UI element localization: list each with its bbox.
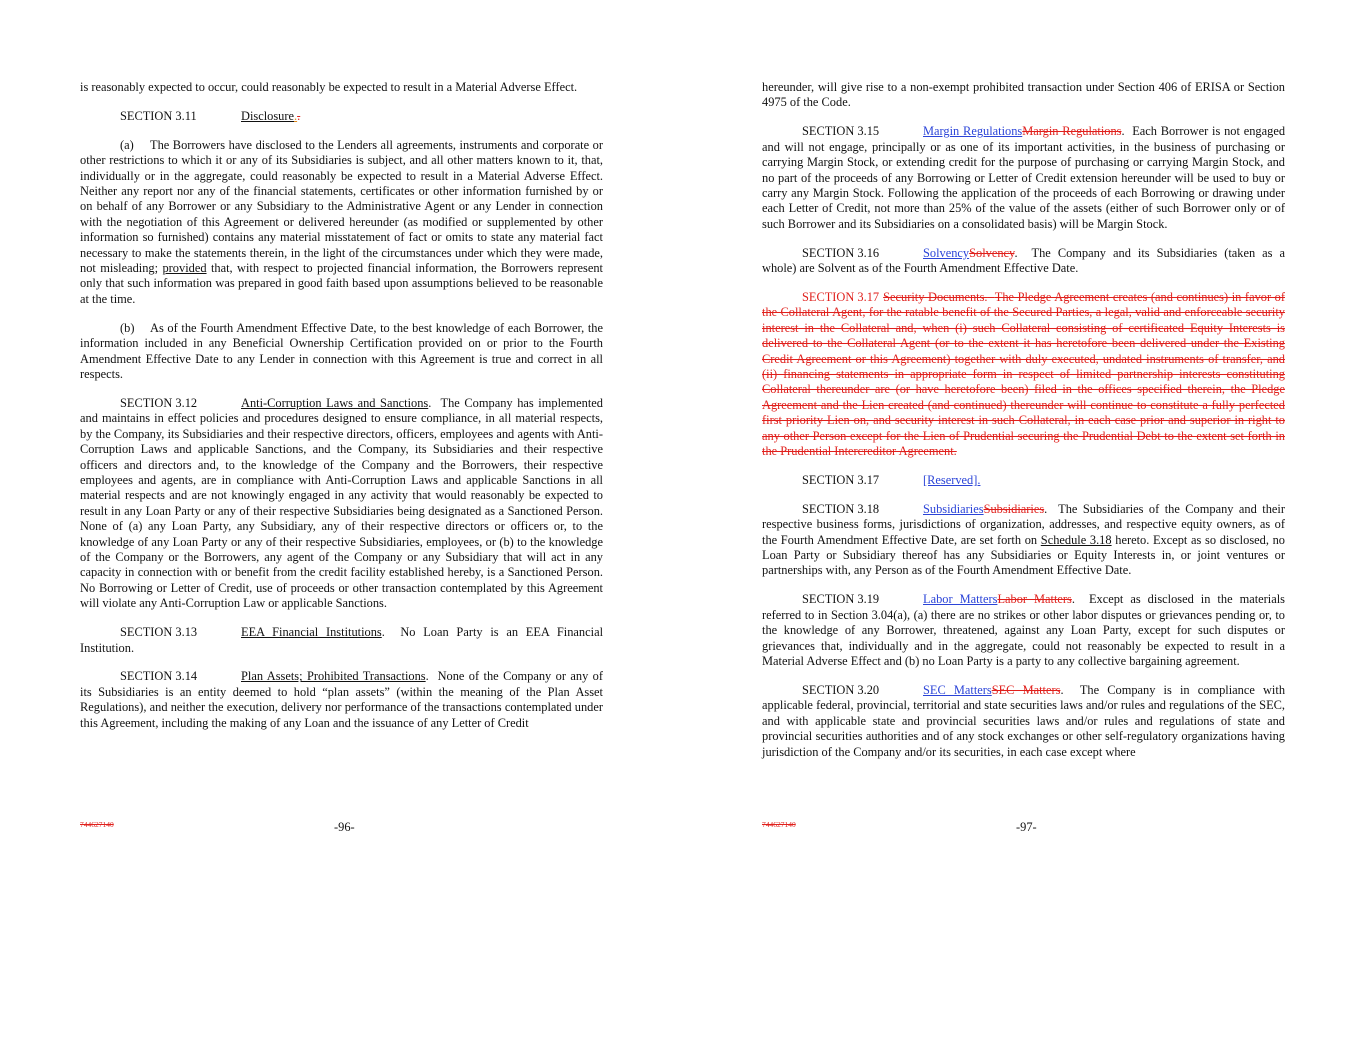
deleted-text: . (297, 108, 301, 123)
section-3-11-a (80, 138, 603, 307)
paragraph-text: The Borrowers have disclosed to the Lenders all agreements, instruments and corporate or other restrictions to which it or any of its Subsidiaries is subject, and all other matters known to it, that, individually or in the aggregate, could reasonably be expected to result in a Material Adverse Effect. Neither any report nor any of the financial statements, certificates or other information furnished by or on behalf of any Borrower or any Subsidiary to the Administrative Agent or any Lender in connection with the negotiation of this Agreement or delivered hereunder (as modified or supplemented by other information so furnished) contains any material misstatement of fact or omits to state any material fact necessary to make the statements therein, in the light of the circumstances under which they were made, not misleading; (80, 137, 603, 276)
section-number: SECTION 3.20 (802, 682, 880, 697)
section-3-15: SECTION 3.15 Margin RegulationsMargin Regulations. Each Borrower is not engaged and will not engage, principally or as one of its important activities, in the business of purchasing or carrying Margin Stock, or extending credit for the purpose of purchasing or carrying Margin Stock, and no part of the proceeds of any Borrowing or Letter of Credit extension hereunder will be used to buy or carry any Margin Stock. Following the application of the proceeds of each Borrowing or drawing under each Letter of Credit, not more than 25% of the value of the assets (either of such Borrower only or of such Borrower and its Subsidiaries on a consolidated basis) will be Margin Stock. (762, 124, 1286, 231)
section-3-19: SECTION 3.19 Labor MattersLabor Matters. Except as disclosed in the materials referred to in Section 3.04(a), (a) there are no strikes or other labor disputes or grievances pending or, to the knowledge of any Borrower, threatened, against any Loan Party, except for such disputes or grievances that, individually and in the aggregate, could not reasonably be expected to result in a Material Adverse Effect and (b) no Loan Party is a party to any collective bargaining agreement. (762, 592, 1285, 668)
section-3-18: SECTION 3.18 SubsidiariesSubsidiaries. The Subsidiaries of the Company and their respective business forms, jurisdictions of organization, addresses, and respective equity owners, as of the Fourth Amendment Effective Date, are set forth on Schedule 3.18 hereto. Except as so disclosed, no Loan Party or Subsidiary thereof has any Subsidiaries or Equity Interests in, or joint ventures or partnerships with, any Person as of the Fourth Amendment Effective Date. (762, 501, 1285, 578)
section-3-14: SECTION 3.14 Plan Assets; Prohibited Transactions. None of the Company or any of its Subsidiaries is an entity deemed to hold “plan assets” (within the meaning of the Plan Asset Regulations), and neither the execution, delivery nor performance of the transactions contemplated under this Agreement, including the making of any Loan and the issuance of any Letter of Credit (80, 669, 604, 730)
section-number: SECTION 3.17 (802, 289, 880, 304)
section-3-17-deleted (762, 290, 1285, 459)
deleted-title: Subsidiaries (983, 501, 1045, 516)
deleted-title: SEC Matters (991, 682, 1061, 697)
paragraph-text: The Company and its Subsidiaries (taken as a whole) are Solvent as of the Fourth Amendment Effective Date. (762, 245, 1285, 276)
section-number: SECTION 3.17 (802, 472, 880, 487)
section-3-20: SECTION 3.20 SEC MattersSEC Matters. The Company is in compliance with applicable federal, provincial, territorial and state securities laws and/or rules and regulations of the SEC, and with applicable state and provincial securities laws and/or rules and regulations of state and provincial securities authorities and of any stock exchanges or other self-regulatory organizations having jurisdiction of the Company and/or its securities, in each case except where (762, 682, 1286, 759)
paragraph-text: Each Borrower is not engaged and will not engage, principally or as one of its important activities, in the business of purchasing or carrying Margin Stock, or extending credit for the purpose of purchasing or carrying Margin Stock, and no part of the proceeds of any Borrowing or Letter of Credit extension hereunder will be used to buy or carry any Margin Stock. Following the application of the proceeds of each Borrowing or drawing under each Letter of Credit, not more than 25% of the value of the assets (either of such Borrower only or of such Borrower and its Subsidiaries on a consolidated basis) will be Margin Stock. (762, 124, 1286, 231)
footer-left (80, 820, 603, 836)
deleted-title: Labor Matters (997, 592, 1072, 607)
sub-label: (a) (120, 137, 134, 152)
section-3-17 (762, 473, 1285, 488)
section-title: Security Documents. (883, 289, 988, 304)
section-3-16: SECTION 3.16 SolvencySolvency. The Company and its Subsidiaries (taken as a whole) are Solvent as of the Fourth Amendment Effective Date. (762, 245, 1285, 276)
section-3-12: SECTION 3.12 Anti-Corruption Laws and Sanctions. The Company has implemented and maintains in effect policies and procedures designed to ensure compliance, in all material respects, by the Company, its Subsidiaries and their respective directors, officers, employees and agents with Anti-Corruption Laws and applicable Sanctions, and the Company, its Subsidiaries and their respective officers and directors and, to the knowledge of the Company and the Borrowers, their respective employees and agents, are in compliance with Anti-Corruption Laws and applicable Sanctions in all material respects and are not knowingly engaged in any activity that would reasonably be expected to result in any Loan Party or any of their respective Subsidiaries being designated as a Sanctioned Person. None of (a) any Loan Party, any Subsidiary, any of their respective directors or officers or, to the knowledge of any Loan Party or any of their respective Subsidiaries, employees, or (b) to the knowledge of the Company or the Borrowers, any agent of the Company or any Subsidiary that will act in any capacity in connection with or benefit from the credit facility established hereby, is a Sanctioned Person. No Borrowing or Letter of Credit, use of proceeds or other transaction contemplated by this Agreement will violate any Anti-Corruption Law or applicable Sanctions. (80, 395, 603, 611)
section-number: SECTION 3.13 (120, 625, 198, 640)
section-3-11-heading (80, 109, 603, 124)
footer-right (762, 820, 1285, 836)
section-number: SECTION 3.11 (120, 108, 197, 123)
page-97 (762, 80, 1285, 773)
inserted-title: Solvency (923, 245, 970, 260)
inserted-title: SEC Matters (923, 682, 992, 697)
section-title: Disclosure (241, 108, 294, 123)
paragraph-text: The Pledge Agreement creates (and continues) in favor of the Collateral Agent, for the ratable benefit of the Secured Parties, a legal, valid and enforceable security interest in the Collateral and, when (i) such Collateral consisting of certificated Equity Interests is delivered to the Collateral Agent (or to the extent it has heretofore been delivered under the Existing Credit Agreement or this Agreement) together with duly executed, undated instruments of transfer, and (ii) financing statements in appropriate form in respect of limited partnership interests constituting Collateral thereunder are (or have heretofore been) filed in the offices specified therein, the Pledge Agreement and the Lien created (and continued) thereunder will continue to constitute a fully perfected first priority Lien on, and security interest in such Collateral, in each case prior and superior in right to any other Person except for the Lien of Prudential securing the Prudential Debt to the extent set forth in the Prudential Intercreditor Agreement. (762, 289, 1285, 459)
paragraph-text: As of the Fourth Amendment Effective Date, to the best knowledge of each Borrower, the information included in any Beneficial Ownership Certification provided on or prior to the Fourth Amendment Effective Date to any Lender in connection with this Agreement is true and correct in all respects. (80, 320, 603, 381)
section-3-11-b (80, 321, 603, 383)
page-96 (80, 80, 603, 745)
document-id: 744627140 (762, 820, 796, 829)
section-3-13: SECTION 3.13 EEA Financial Institutions. No Loan Party is an EEA Financial Institution. (80, 625, 604, 655)
inserted-text: . (294, 108, 298, 123)
deleted-title: Solvency (969, 245, 1015, 260)
inserted-title: Margin Regulations (923, 124, 1023, 139)
page-number: -96- (334, 820, 355, 834)
section-title: Anti-Corruption Laws and Sanctions (241, 395, 429, 410)
paragraph-text: The Subsidiaries of the Company and their respective business forms, jurisdictions of organization, addresses, and respective equity owners, as of the Fourth Amendment Effective Date, are set forth on (762, 501, 1285, 547)
section-number: SECTION 3.19 (802, 592, 880, 607)
paragraph-text: None of the Company or any of its Subsidiaries is an entity deemed to hold “plan assets” (within the meaning of the Plan Asset Regulations), and neither the execution, delivery nor performance of the transactions contemplated under this Agreement, including the making of any Loan and the issuance of any Letter of Credit (80, 669, 604, 730)
section-number: SECTION 3.14 (120, 669, 198, 684)
paragraph-text: Except as disclosed in the materials referred to in Section 3.04(a), (a) there are no strikes or other labor disputes or grievances pending or, to the knowledge of any Borrower, threatened, against any Loan Party, except for such disputes or grievances that, individually and in the aggregate, could not reasonably be expected to result in a Material Adverse Effect and (b) no Loan Party is a party to any collective bargaining agreement. (762, 592, 1285, 668)
page-number: -97- (1016, 820, 1037, 834)
sub-label: (b) (120, 320, 135, 335)
inserted-title: [Reserved]. (923, 472, 981, 487)
paragraph-text: that, with respect to projected financial information, the Borrowers represent only that such information was prepared in good faith based upon assumptions believed to be reasonable at the time. (80, 261, 603, 306)
intro-paragraph: hereunder, will give rise to a non-exempt prohibited transaction under Section 406 of ERISA or Section 4975 of the Code. (762, 80, 1285, 110)
paragraph-text: The Company is in compliance with applicable federal, provincial, territorial and state securities laws and/or rules and regulations of the SEC, and with applicable state and provincial securities laws and/or rules and regulations of state and provincial securities authorities and of any stock exchanges or other self-regulatory organizations having jurisdiction of the Company and/or its securities, in each case except where (762, 682, 1286, 759)
inserted-title: Labor Matters (923, 592, 998, 607)
inserted-title: Subsidiaries (923, 501, 984, 516)
section-number: SECTION 3.12 (120, 395, 198, 410)
paragraph-text: No Loan Party is an EEA Financial Institution. (80, 625, 604, 655)
section-number: SECTION 3.16 (802, 245, 880, 260)
paragraph-text: The Company has implemented and maintains in effect policies and procedures designed to ensure compliance, in all material respects, by the Company, its Subsidiaries and their respective directors, officers, employees and agents with Anti-Corruption Laws and applicable Sanctions, and the Company, its Subsidiaries and their respective officers and directors and, to the knowledge of the Company and the Borrowers, their respective employees and agents, are in compliance with Anti-Corruption Laws and applicable Sanctions in all material respects and are not knowingly engaged in any activity that would reasonably be expected to result in any Loan Party or any of their respective Subsidiaries being designated as a Sanctioned Person. None of (a) any Loan Party, any Subsidiary, any of their respective directors or officers or, to the knowledge of any Loan Party or any of their respective Subsidiaries, employees, or (b) to the knowledge of the Company or the Borrowers, any agent of the Company or any Subsidiary that will act in any capacity in connection with or benefit from the credit facility established hereby, is a Sanctioned Person. No Borrowing or Letter of Credit, use of proceeds or other transaction contemplated by this Agreement will violate any Anti-Corruption Law or applicable Sanctions. (80, 395, 603, 611)
section-title: Plan Assets; Prohibited Transactions (241, 669, 426, 684)
section-title: EEA Financial Institutions (241, 625, 382, 640)
deleted-title: Margin Regulations (1022, 124, 1122, 139)
provided-term: provided (162, 261, 207, 276)
section-number: SECTION 3.18 (802, 501, 880, 516)
schedule-reference: Schedule 3.18 (1040, 532, 1112, 547)
document-id: 744627140 (80, 820, 114, 829)
section-number: SECTION 3.15 (802, 124, 880, 139)
paragraph-text: hereto. Except as so disclosed, no Loan Party or Subsidiary thereof has any Subsidiaries or Equity Interests in, or joint ventures or partnerships with, any Person as of the Fourth Amendment Effective Date. (762, 532, 1285, 578)
intro-paragraph: is reasonably expected to occur, could reasonably be expected to result in a Material Adverse Effect. (80, 80, 578, 94)
